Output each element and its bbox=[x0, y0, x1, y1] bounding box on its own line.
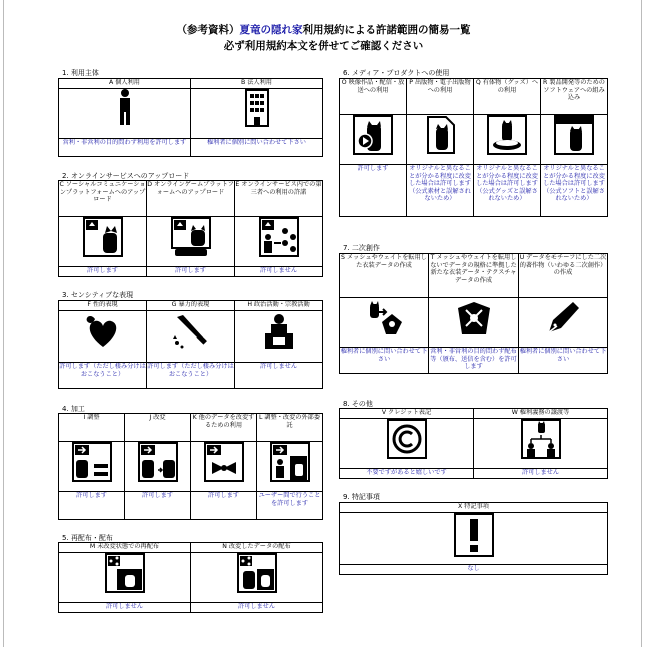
share-folder-icon bbox=[105, 553, 145, 593]
section-title-6: 6. メディア・プロダクトへの使用 bbox=[343, 69, 450, 77]
upload-game-icon bbox=[171, 217, 211, 257]
cell-icon-C bbox=[59, 217, 147, 267]
cell-answer-H: 許可しません bbox=[235, 363, 323, 389]
building-icon bbox=[245, 89, 269, 127]
title-brand: 夏竜の隠れ家 bbox=[239, 24, 303, 36]
cell-answer-B: 権利者に個別に問い合わせて下さい bbox=[191, 139, 323, 157]
section-title-7: 7. 二次創作 bbox=[343, 244, 380, 252]
section-title-2: 2. オンラインサービスへのアップロード bbox=[62, 172, 190, 180]
title-prefix: （参考資料） bbox=[176, 24, 240, 36]
cell-icon-E bbox=[235, 217, 323, 267]
cell-icon-H bbox=[235, 311, 323, 363]
cell-header-S: S メッシュやウェイトを転用した衣装データの作成 bbox=[340, 254, 429, 298]
cell-header-G: G 暴力的表現 bbox=[147, 301, 235, 311]
knife-icon bbox=[171, 311, 211, 351]
cell-answer-K: 許可します bbox=[191, 492, 257, 520]
cell-answer-P: オリジナルと異なることが分かる程度に改変した場合は許可します（公式素材と誤解されないため） bbox=[407, 165, 474, 217]
cell-answer-I: 許可します bbox=[59, 492, 125, 520]
title-suffix: 利用規約による許諾範囲の簡易一覧 bbox=[302, 24, 471, 36]
cell-icon-L bbox=[257, 442, 323, 492]
document-icon bbox=[420, 115, 460, 155]
cell-answer-N: 許可しません bbox=[191, 603, 323, 613]
adjust-icon bbox=[72, 442, 112, 482]
cell-icon-K bbox=[191, 442, 257, 492]
cloth-icon bbox=[364, 298, 404, 338]
cell-header-H: H 政治活動・宗教活動 bbox=[235, 301, 323, 311]
section-table-1 bbox=[58, 78, 323, 157]
transfer-icon bbox=[521, 419, 561, 459]
copyright-icon bbox=[387, 419, 427, 459]
cell-header-L: L 調整・改変の外部委託 bbox=[257, 414, 323, 442]
cell-header-M: M 未改変状態での再配布 bbox=[59, 543, 191, 553]
cell-icon-R bbox=[541, 115, 608, 165]
video-icon bbox=[353, 115, 393, 155]
cell-answer-X: なし bbox=[340, 565, 608, 575]
cell-answer-J: 許可します bbox=[125, 492, 191, 520]
cell-answer-V: 不要ですがあると嬉しいです bbox=[340, 469, 474, 479]
cell-icon-B bbox=[191, 89, 323, 139]
cell-icon-V bbox=[340, 419, 474, 469]
section-title-1: 1. 利用主体 bbox=[62, 69, 99, 77]
section-title-9: 9. 特記事項 bbox=[343, 493, 380, 501]
cell-answer-F: 許可します（ただし棲み分けはおこなうこと） bbox=[59, 363, 147, 389]
bow-icon bbox=[204, 442, 244, 482]
cell-header-P: P 出版物・電子出版物への利用 bbox=[407, 79, 474, 115]
page-title bbox=[0, 22, 647, 37]
cell-icon-G bbox=[147, 311, 235, 363]
section-title-3: 3. センシティブな表現 bbox=[62, 291, 134, 299]
share-modified-icon bbox=[237, 553, 277, 593]
section-table-9 bbox=[339, 502, 608, 575]
cell-header-Q: Q 有体物（グッズ）への利用 bbox=[474, 79, 541, 115]
cell-header-R: R 製品開発等のためのソフトウェアへの組み込み bbox=[541, 79, 608, 115]
cell-answer-A: 営利・非営利の目的問わず利用を許可します bbox=[59, 139, 191, 157]
section-title-8: 8. その他 bbox=[343, 400, 373, 408]
cell-answer-T: 営利・非営利の目的問わず配布等（頒布、送信を含む）を許可します bbox=[429, 348, 519, 374]
pen-icon bbox=[543, 298, 583, 338]
section-title-4: 4. 加工 bbox=[62, 405, 85, 413]
section-table-5 bbox=[58, 542, 323, 613]
cell-answer-W: 許可しません bbox=[474, 469, 608, 479]
cell-answer-O: 許可します bbox=[340, 165, 407, 217]
cell-icon-I bbox=[59, 442, 125, 492]
cell-answer-G: 許可します（ただし棲み分けはおこなうこと） bbox=[147, 363, 235, 389]
cell-answer-L: ユーザー間で行うことを許可します bbox=[257, 492, 323, 520]
cell-header-J: J 改変 bbox=[125, 414, 191, 442]
goods-icon bbox=[487, 115, 527, 155]
cell-header-W: W 権利義務の譲渡等 bbox=[474, 409, 608, 419]
cell-header-D: D オンラインゲームプラットフォームへのアップロード bbox=[147, 181, 235, 217]
cell-icon-T bbox=[429, 298, 519, 348]
cell-header-K: K 他のデータを改変するための利用 bbox=[191, 414, 257, 442]
section-table-6 bbox=[339, 78, 608, 217]
modify-icon bbox=[138, 442, 178, 482]
cell-icon-X bbox=[340, 513, 608, 565]
cell-header-V: V クレジット表記 bbox=[340, 409, 474, 419]
cell-icon-O bbox=[340, 115, 407, 165]
section-table-8 bbox=[339, 408, 608, 479]
outsource-icon bbox=[270, 442, 310, 482]
heart-icon bbox=[83, 311, 123, 351]
cell-header-A: A 個人利用 bbox=[59, 79, 191, 89]
page-subtitle: 必ず利用規約本文を併せてご確認ください bbox=[223, 40, 424, 52]
cell-icon-J bbox=[125, 442, 191, 492]
cell-answer-E: 許可しません bbox=[235, 267, 323, 277]
section-title-5: 5. 再配布・配布 bbox=[62, 534, 113, 542]
cell-header-U: U データをモチーフにした二次的著作物（いわゆる二次創作）の作成 bbox=[519, 254, 608, 298]
cell-answer-U: 権利者に個別に問い合わせて下さい bbox=[519, 348, 608, 374]
page-border-right bbox=[641, 0, 642, 647]
section-table-4 bbox=[58, 413, 323, 520]
section-table-7 bbox=[339, 253, 608, 374]
cell-icon-Q bbox=[474, 115, 541, 165]
section-table-2 bbox=[58, 180, 323, 277]
cell-header-C: C ソーシャルコミュニケーションプラットフォームへのアップロード bbox=[59, 181, 147, 217]
cell-header-B: B 法人利用 bbox=[191, 79, 323, 89]
cell-header-F: F 性的表現 bbox=[59, 301, 147, 311]
cell-header-N: N 改変したデータの配布 bbox=[191, 543, 323, 553]
cell-icon-M bbox=[59, 553, 191, 603]
cell-answer-Q: オリジナルと異なることが分かる程度に改変した場合は許可します（公式グッズと誤解されないため） bbox=[474, 165, 541, 217]
upload-social-icon bbox=[83, 217, 123, 257]
cell-header-E: E オンラインサービス内での第三者への利用の許諾 bbox=[235, 181, 323, 217]
page-border-left bbox=[3, 0, 4, 647]
cell-header-X: X 特記事項 bbox=[340, 503, 608, 513]
cell-header-O: O 映像作品・配信・放送への利用 bbox=[340, 79, 407, 115]
cell-header-I: I 調整 bbox=[59, 414, 125, 442]
software-icon bbox=[554, 115, 594, 155]
cell-icon-P bbox=[407, 115, 474, 165]
cell-answer-R: オリジナルと異なることが分かる程度に改変した場合は許可します（公式ソフトと誤解されないため） bbox=[541, 165, 608, 217]
new-cloth-icon bbox=[454, 298, 494, 338]
cell-icon-W bbox=[474, 419, 608, 469]
podium-icon bbox=[259, 311, 299, 351]
cell-answer-C: 許可します bbox=[59, 267, 147, 277]
third-party-icon bbox=[259, 217, 299, 257]
cell-icon-U bbox=[519, 298, 608, 348]
cell-icon-F bbox=[59, 311, 147, 363]
exclamation-icon bbox=[454, 513, 494, 557]
cell-icon-A bbox=[59, 89, 191, 139]
section-table-3 bbox=[58, 300, 323, 389]
cell-answer-S: 権利者に個別に問い合わせて下さい bbox=[340, 348, 429, 374]
cell-icon-D bbox=[147, 217, 235, 267]
cell-icon-N bbox=[191, 553, 323, 603]
cell-icon-S bbox=[340, 298, 429, 348]
person-icon bbox=[117, 89, 133, 125]
cell-header-T: T メッシュやウェイトを転用しないでデータの規格に準拠した新たな衣装データ・テクスチャデータの作成 bbox=[429, 254, 519, 298]
cell-answer-D: 許可します bbox=[147, 267, 235, 277]
cell-answer-M: 許可しません bbox=[59, 603, 191, 613]
